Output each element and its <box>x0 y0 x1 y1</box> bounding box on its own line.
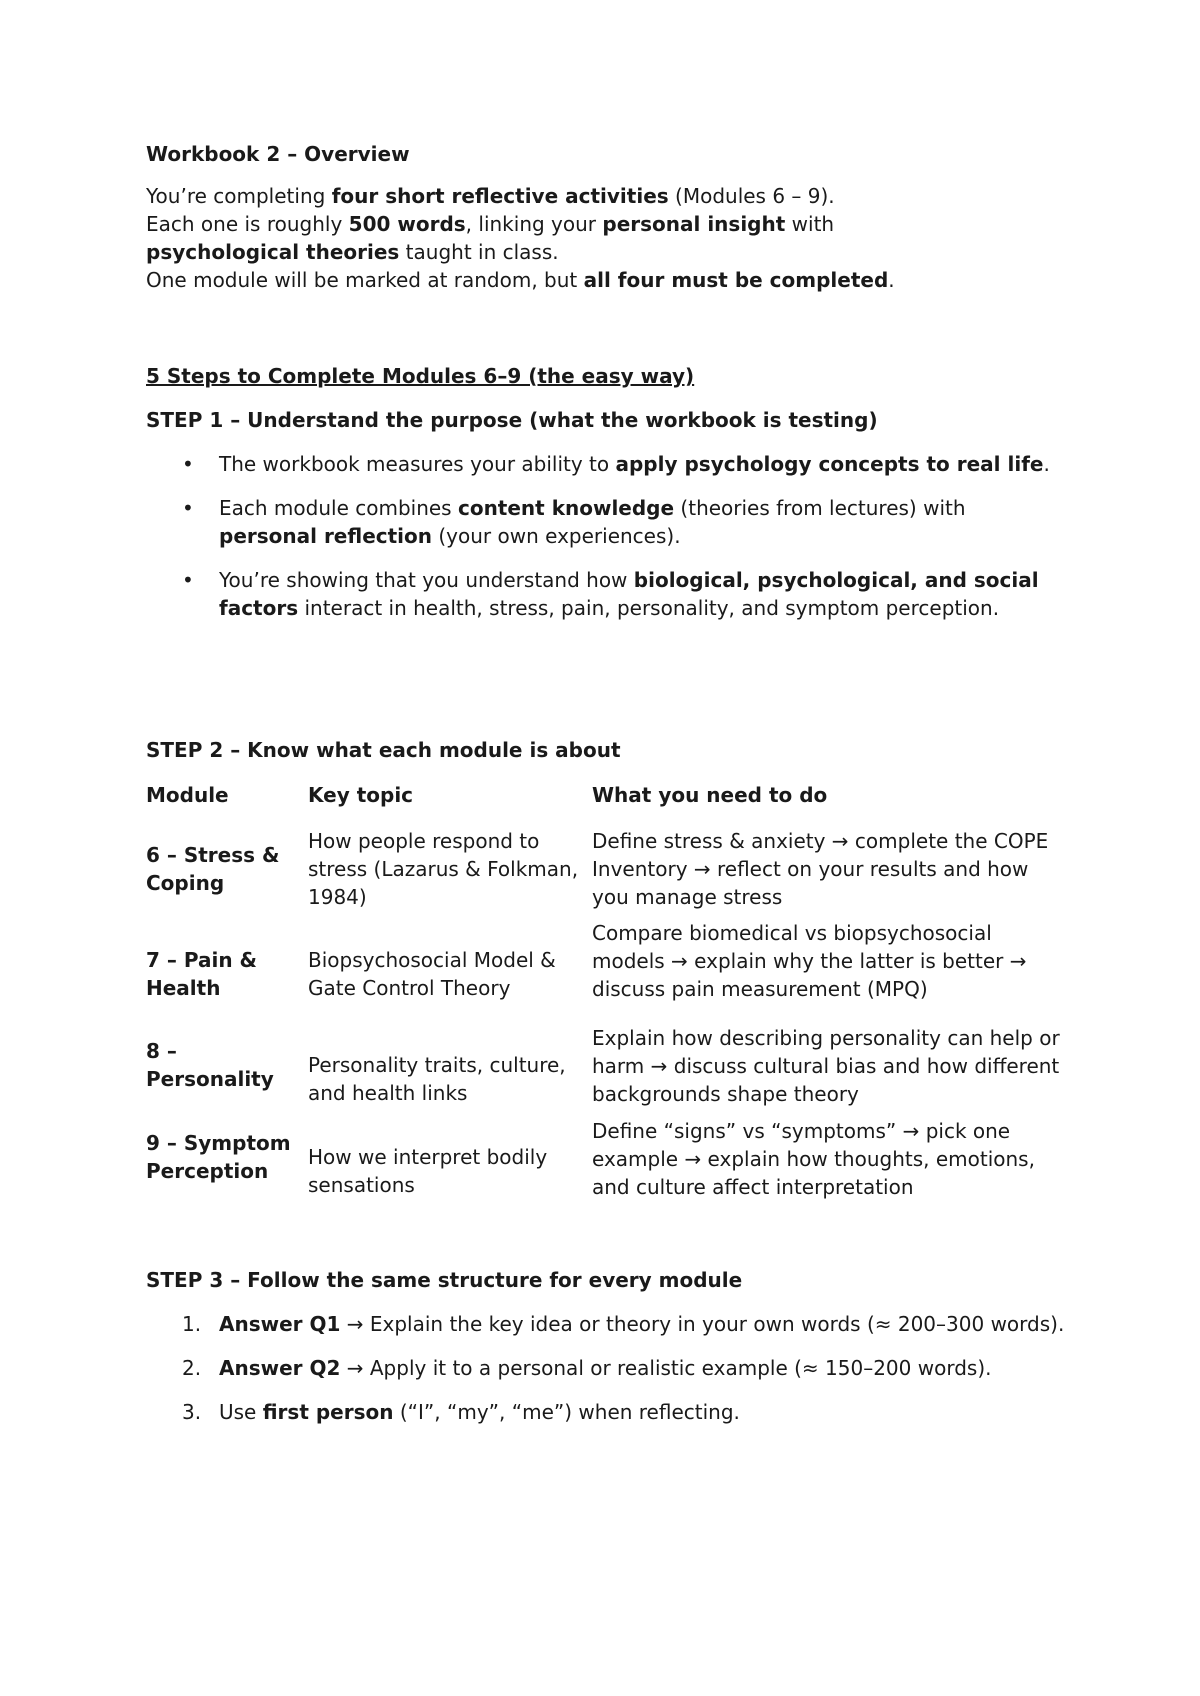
step2-heading: STEP 2 – Know what each module is about <box>146 738 621 762</box>
table-cell-module: 6 – Stress & Coping <box>146 843 280 895</box>
bullet-icon: • <box>182 496 194 520</box>
table-cell-todo: Define stress & anxiety → complete the COPE Inventory → reflect on your results and how you manage stress <box>592 829 1049 909</box>
table-cell-topic: How people respond to stress (Lazarus & Folkman, 1984) <box>308 829 579 909</box>
step1-bullet-list <box>146 450 1066 622</box>
list-item: • You’re showing that you understand how biological, psychological, and social factors interact in health, stress, pain, personality, and symptom perception. <box>182 568 1039 620</box>
step3-heading: STEP 3 – Follow the same structure for every module <box>146 1268 743 1292</box>
overview-line: One module will be marked at random, but all four must be completed. <box>146 268 895 292</box>
list-item: • Each module combines content knowledge (theories from lectures) with personal reflection (your own experiences). <box>182 496 966 548</box>
table-cell-topic: How we interpret bodily sensations <box>308 1145 548 1197</box>
table-header-module: Module <box>146 783 229 807</box>
list-item: 2. Answer Q2 → Apply it to a personal or realistic example (≈ 150–200 words). <box>182 1356 992 1380</box>
table-header-topic: Key topic <box>308 783 414 807</box>
table-cell-todo: Compare biomedical vs biopsychosocial models → explain why the latter is better → discuss pain measurement (MPQ) <box>592 921 1027 1001</box>
table-cell-topic: Biopsychosocial Model & Gate Control Theory <box>308 948 556 1000</box>
bullet-icon: • <box>182 452 194 476</box>
overview-line: psychological theories taught in class. <box>146 240 559 264</box>
steps-heading: 5 Steps to Complete Modules 6–9 (the easy way) <box>146 364 695 388</box>
overview-line: You’re completing four short reflective activities (Modules 6 – 9). <box>146 184 835 208</box>
overview-title: Workbook 2 – Overview <box>146 142 410 166</box>
table-header-todo: What you need to do <box>592 783 828 807</box>
table-cell-topic: Personality traits, culture, and health links <box>308 1053 566 1105</box>
overview-line: Each one is roughly 500 words, linking your personal insight with <box>146 212 835 236</box>
step1-heading: STEP 1 – Understand the purpose (what the workbook is testing) <box>146 408 878 432</box>
table-cell-module: 9 – Symptom Perception <box>146 1131 291 1183</box>
list-item: • The workbook measures your ability to apply psychology concepts to real life. <box>182 452 1050 476</box>
list-item: 1. Answer Q1 → Explain the key idea or theory in your own words (≈ 200–300 words). <box>182 1312 1065 1336</box>
table-cell-todo: Explain how describing personality can help or harm → discuss cultural bias and how different backgrounds shape theory <box>592 1026 1060 1106</box>
overview-paragraph <box>146 182 1066 294</box>
table-cell-todo: Define “signs” vs “symptoms” → pick one example → explain how thoughts, emotions, and culture affect interpretation <box>592 1119 1035 1199</box>
table-cell-module: 7 – Pain & Health <box>146 948 257 1000</box>
step3-numbered-list <box>146 1310 1066 1426</box>
list-item: 3. Use first person (“I”, “my”, “me”) when reflecting. <box>182 1400 740 1424</box>
bullet-icon: • <box>182 568 194 592</box>
table-cell-module: 8 – Personality <box>146 1039 274 1091</box>
modules-table <box>146 781 1066 1221</box>
